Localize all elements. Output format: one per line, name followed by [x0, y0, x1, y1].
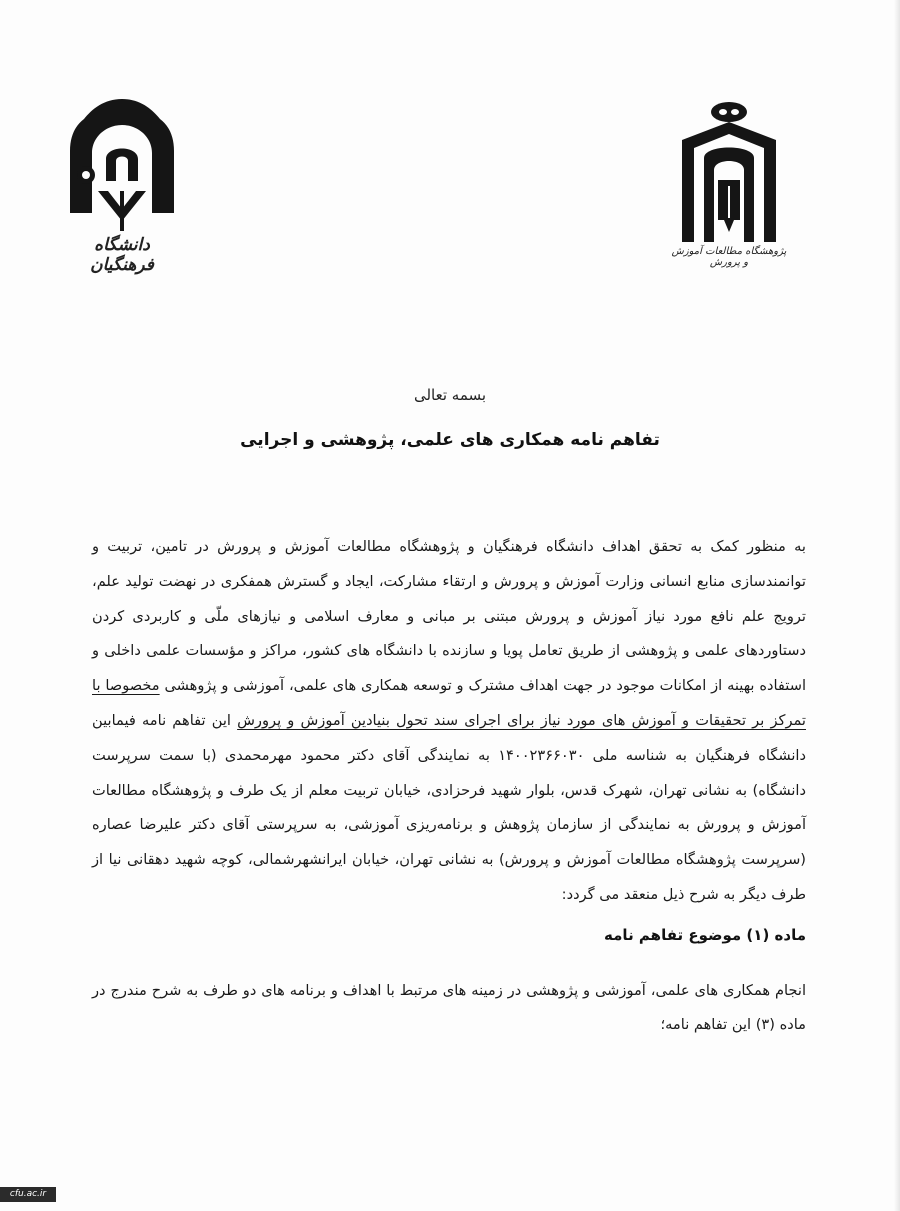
main-paragraph-underlined: مخصوصا با تمرکز بر تحقیقات و آموزش های مورد نیاز برای اجرای سند تحول بنیادین آموزش و پرورش — [92, 677, 806, 729]
site-watermark: cfu.ac.ir — [0, 1187, 56, 1202]
research-institute-emblem-icon — [668, 100, 790, 245]
scan-edge-shadow — [894, 0, 900, 1211]
research-institute-logo — [668, 100, 790, 270]
farhangian-logo-caption: دانشگاه فرهنگیان — [90, 235, 154, 275]
article-1-text: انجام همکاری های علمی، آموزشی و پژوهشی در زمینه های مرتبط با اهداف و برنامه های دو طرف به شرح مندرج در ماده (۳) این تفاهم نامه؛ — [92, 982, 806, 1033]
main-paragraph — [92, 530, 806, 913]
main-paragraph-part-1: به منظور کمک به تحقق اهداف دانشگاه فرهنگیان و پژوهشگاه مطالعات آموزش و پرورش در تامین، تربیت و توانمندسازی منابع انسانی وزارت آموزش و پرورش و ارتقاء مشارکت، ایجاد و گسترش همفکری در نهضت تولید علم، ترویج علم نافع مورد نیاز آموزش و پرورش مبتنی بر مبانی و معارف اسلامی و نیازهای ملّی و کاربردی کردن دستاوردهای علمی و پژوهشی از طریق تعامل پویا و سازنده با دانشگاه های کشور، مراکز و مؤسسات علمی داخلی و استفاده بهینه از امکانات موجود در جهت اهداف مشترک و توسعه همکاری های علمی، آموزشی و پژوهشی — [92, 538, 806, 695]
farhangian-university-logo — [62, 95, 182, 275]
main-paragraph-part-2: این تفاهم نامه فیمابین دانشگاه فرهنگیان به شناسه ملی ۱۴۰۰۲۳۶۶۰۳۰ به نمایندگی آقای دکتر محمود مهرمحمدی (با سمت سرپرست دانشگاه) به نشانی تهران، شهرک قدس، بلوار شهید فرحزادی، خیابان تربیت معلم از یک طرف و پژوهشگاه مطالعات آموزش و پرورش به نمایندگی از سازمان پژوهش و برنامه‌ریزی آموزشی، به سرپرستی آقای دکتر علیرضا عصاره (سرپرست پژوهشگاه مطالعات آموزش و پرورش) به نشانی تهران، خیابان ایرانشهرشمالی، کوچه شهید دهقانی نیا از طرف دیگر به شرح ذیل منعقد می گردد: — [92, 711, 806, 903]
bismillah-heading: بسمه تعالی — [413, 386, 487, 404]
document-title: تفاهم نامه همکاری های علمی، پژوهشی و اجرایی — [240, 430, 660, 450]
farhangian-emblem-icon — [62, 95, 182, 235]
article-1-heading: ماده (۱) موضوع تفاهم نامه — [604, 926, 806, 944]
research-institute-logo-caption: پژوهشگاه مطالعات آموزش و پرورش — [671, 246, 787, 268]
